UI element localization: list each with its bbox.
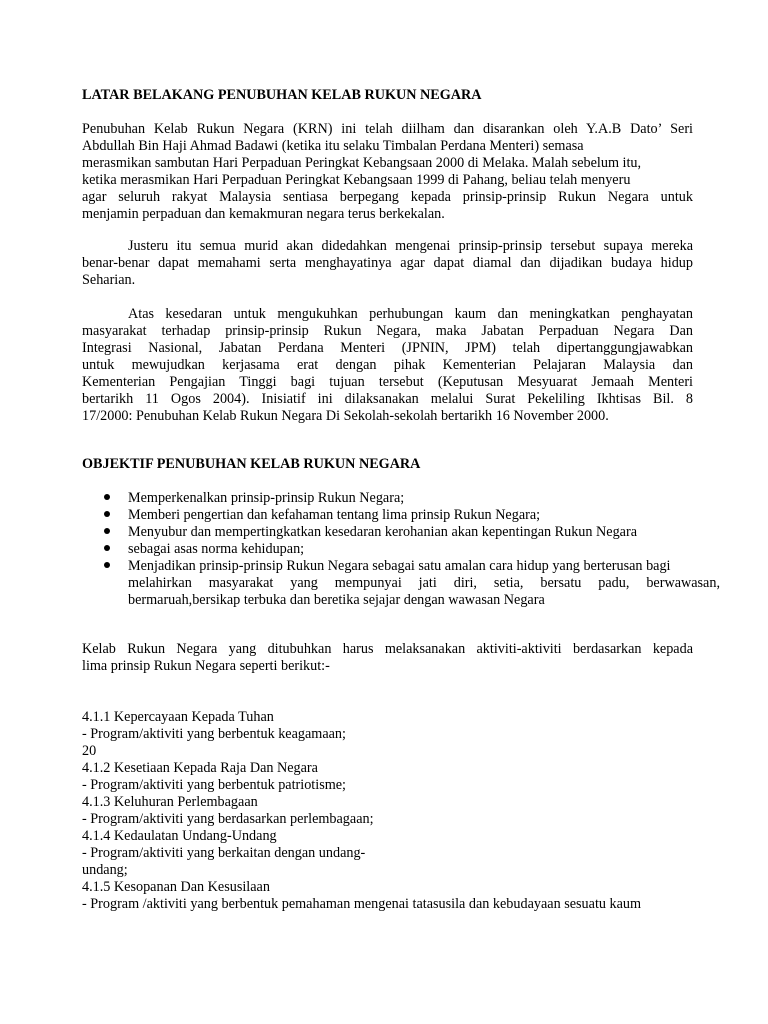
- principle-3-program: - Program/aktiviti yang berdasarkan perlembagaan;: [82, 811, 374, 827]
- principle-2-title: 4.1.2 Kesetiaan Kepada Raja Dan Negara: [82, 760, 318, 776]
- objective-item-3: Menyubur dan mempertingkatkan kesedaran kerohanian akan kepentingan Rukun Negara: [128, 524, 637, 540]
- para1-line-1: Penubuhan Kelab Rukun Negara (KRN) ini telah diilham dan disarankan oleh Y.A.B Dato’ Seri: [82, 121, 693, 137]
- bullet-dot-5: [104, 562, 110, 568]
- principle-4-title: 4.1.4 Kedaulatan Undang-Undang: [82, 828, 277, 844]
- bullet-dot-3: [104, 528, 110, 534]
- para3-line-4: untuk mewujudkan kerjasama erat dengan pihak Kementerian Pelajaran Malaysia dan: [82, 357, 693, 373]
- objective-item-1: Memperkenalkan prinsip-prinsip Rukun Negara;: [128, 490, 405, 506]
- bullet-dot-4: [104, 545, 110, 551]
- principle-5-title: 4.1.5 Kesopanan Dan Kesusilaan: [82, 879, 270, 895]
- objective-item-4: sebagai asas norma kehidupan;: [128, 541, 305, 557]
- bullet-dot-1: [104, 494, 110, 500]
- principle-2-program: - Program/aktiviti yang berbentuk patriotisme;: [82, 777, 346, 793]
- bullet-dot-2: [104, 511, 110, 517]
- para2-line-3: Seharian.: [82, 272, 136, 288]
- para2-line-1: Justeru itu semua murid akan didedahkan mengenai prinsip-prinsip tersebut supaya mereka: [128, 238, 693, 254]
- aktiviti-intro-line-1: Kelab Rukun Negara yang ditubuhkan harus melaksanakan aktiviti-aktiviti berdasarkan kepada: [82, 641, 693, 657]
- para1-line-3: merasmikan sambutan Hari Perpaduan Peringkat Kebangsaan 2000 di Melaka. Malah sebelum itu,: [82, 155, 642, 171]
- page-number: 20: [82, 743, 97, 759]
- principle-4-program: - Program/aktiviti yang berkaitan dengan undang-: [82, 845, 366, 861]
- para3-line-6: bertarikh 11 Ogos 2004). Inisiatif ini dilaksanakan melalui Surat Pekeliling Ikhtisas Bil. 8: [82, 391, 693, 407]
- principle-1-title: 4.1.1 Kepercayaan Kepada Tuhan: [82, 709, 274, 725]
- heading-latar-belakang: LATAR BELAKANG PENUBUHAN KELAB RUKUN NEGARA: [82, 87, 482, 103]
- para1-line-5: agar seluruh rakyat Malaysia sentiasa berpegang kepada prinsip-prinsip Rukun Negara untuk: [82, 189, 693, 205]
- para3-line-2: masyarakat terhadap prinsip-prinsip Rukun Negara, maka Jabatan Perpaduan Negara Dan: [82, 323, 693, 339]
- para3-line-5: Kementerian Pengajian Tinggi bagi tujuan tersebut (Keputusan Mesyuarat Jemaah Menteri: [82, 374, 693, 390]
- principle-5-program: - Program /aktiviti yang berbentuk pemahaman mengenai tatasusila dan kebudayaan sesuatu kaum: [82, 896, 642, 912]
- para2-line-2: benar-benar dapat memahami serta menghayatinya agar dapat diamal dan dijadikan budaya hidup: [82, 255, 693, 271]
- para3-line-7: 17/2000: Penubuhan Kelab Rukun Negara Di Sekolah-sekolah bertarikh 16 November 2000.: [82, 408, 609, 424]
- objective-item-2: Memberi pengertian dan kefahaman tentang lima prinsip Rukun Negara;: [128, 507, 541, 523]
- objective-item-5-cont-2: bermaruah,bersikap terbuka dan beretika sejajar dengan wawasan Negara: [128, 592, 545, 608]
- para1-line-6: menjamin perpaduan dan kemakmuran negara terus berkekalan.: [82, 206, 445, 222]
- para3-line-3: Integrasi Nasional, Jabatan Perdana Menteri (JPNIN, JPM) telah dipertanggungjawabkan: [82, 340, 693, 356]
- aktiviti-intro-line-2: lima prinsip Rukun Negara seperti berikut:-: [82, 658, 330, 674]
- principle-1-program: - Program/aktiviti yang berbentuk keagamaan;: [82, 726, 346, 742]
- para1-line-4: ketika merasmikan Hari Perpaduan Peringkat Kebangsaan 1999 di Pahang, beliau telah menyeru: [82, 172, 631, 188]
- objective-item-5-cont-1: melahirkan masyarakat yang mempunyai jati diri, setia, bersatu padu, berwawasan,: [128, 575, 720, 591]
- para3-line-1: Atas kesedaran untuk mengukuhkan perhubungan kaum dan meningkatkan penghayatan: [128, 306, 693, 322]
- principle-3-title: 4.1.3 Keluhuran Perlembagaan: [82, 794, 258, 810]
- principle-4-program-cont: undang;: [82, 862, 128, 878]
- para1-line-2: Abdullah Bin Haji Ahmad Badawi (ketika itu selaku Timbalan Perdana Menteri) semasa: [82, 138, 584, 154]
- objective-item-5: Menjadikan prinsip-prinsip Rukun Negara sebagai satu amalan cara hidup yang berterusan bagi: [128, 558, 671, 574]
- heading-objektif: OBJEKTIF PENUBUHAN KELAB RUKUN NEGARA: [82, 456, 421, 472]
